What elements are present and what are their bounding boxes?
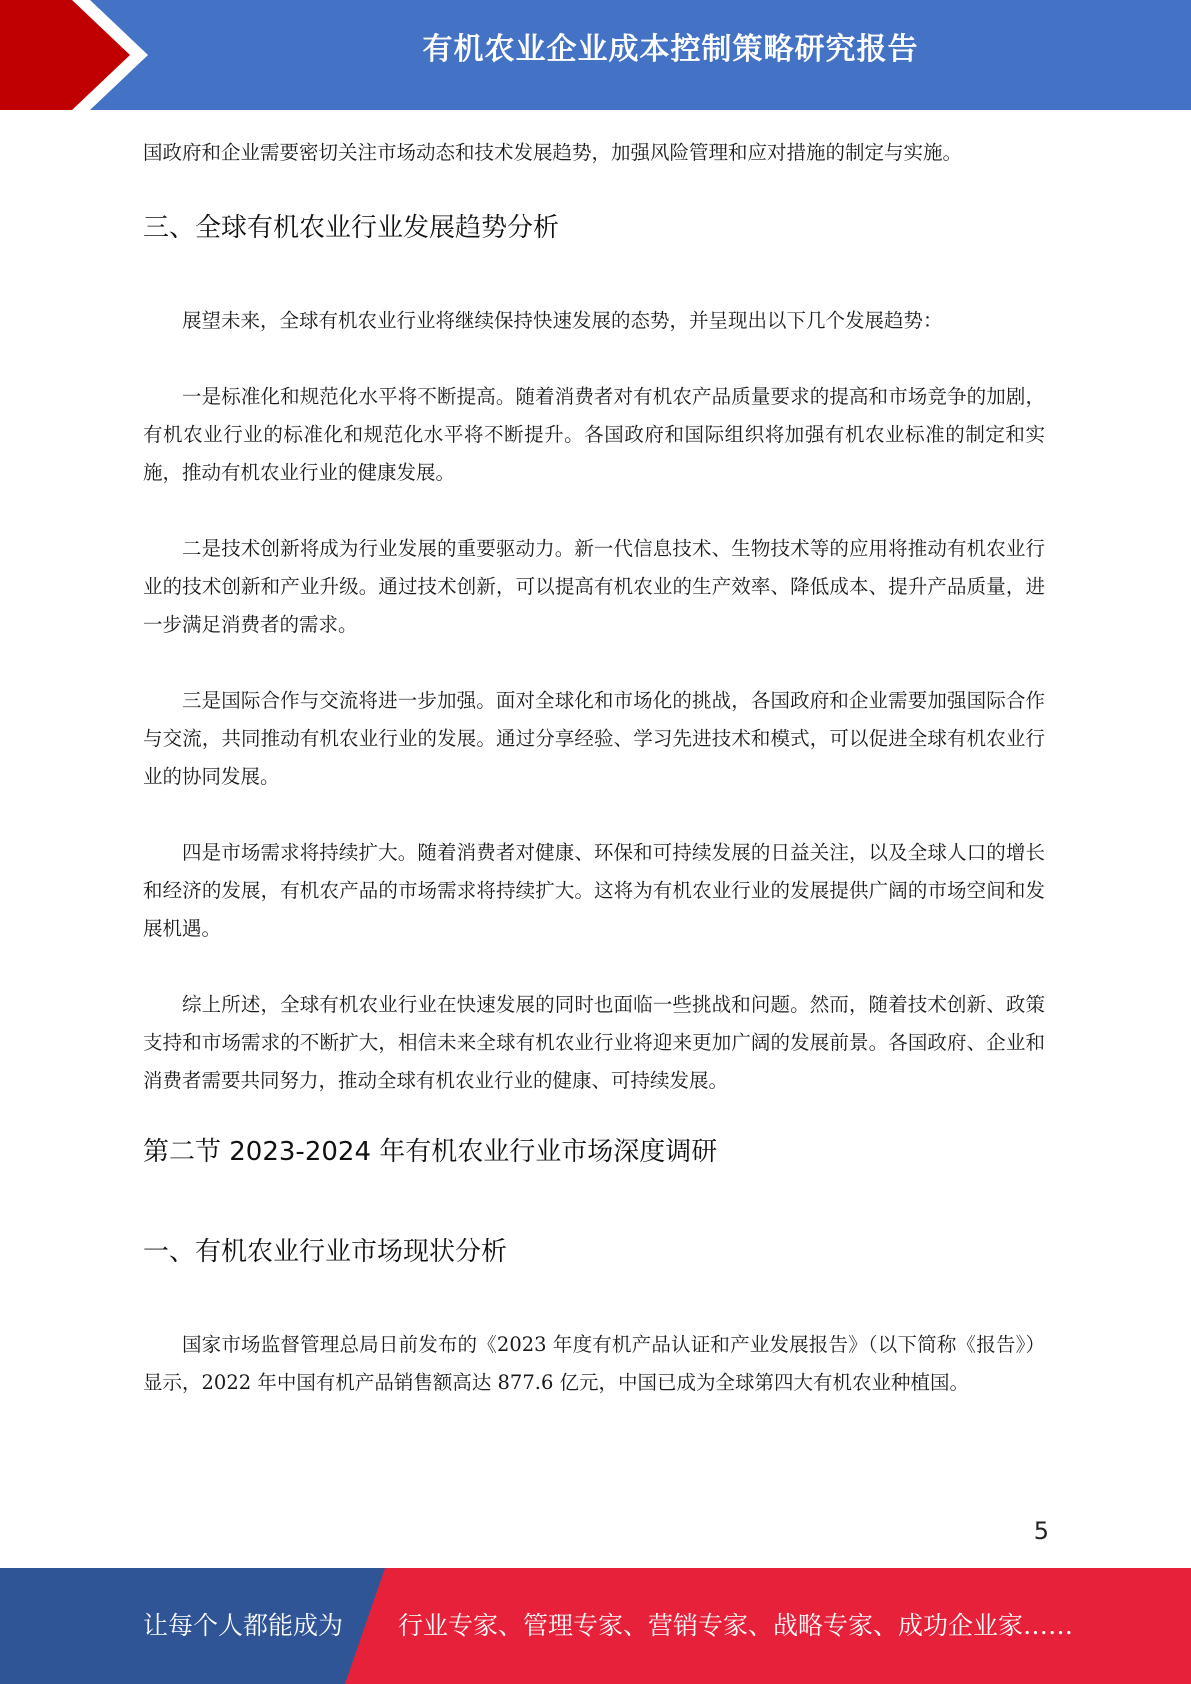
intro-paragraph: 国政府和企业需要密切关注市场动态和技术发展趋势，加强风险管理和应对措施的制定与实施。 [143,141,963,164]
page-footer [0,1568,1191,1684]
chapter-heading-market-research: 第二节 2023-2024 年有机农业行业市场深度调研 [143,1137,718,1167]
footer-slogan-right: 行业专家、管理专家、营销专家、战略专家、成功企业家…… [398,1611,1074,1640]
page-number: 5 [1033,1517,1049,1545]
section-heading-market-status: 一、有机农业行业市场现状分析 [143,1237,508,1267]
paragraph-innovation: 二是技术创新将成为行业发展的重要驱动力。新一代信息技术、生物技术等的应用将推动有机农业行业的技术创新和产业升级。通过技术创新，可以提高有机农业的生产效率、降低成本、提升产品质量，进一步满足消费者的需求。 [143,537,1045,636]
paragraph-summary: 综上所述，全球有机农业行业在快速发展的同时也面临一些挑战和问题。然而，随着技术创新、政策支持和市场需求的不断扩大，相信未来全球有机农业行业将迎来更加广阔的发展前景。各国政府、企业和消费者需要共同努力，推动全球有机农业行业的健康、可持续发展。 [143,993,1045,1092]
section-heading-global-trends: 三、全球有机农业行业发展趋势分析 [143,213,560,243]
paragraph-report-findings: 国家市场监督管理总局日前发布的《2023 年度有机产品认证和产业发展报告》（以下简称《报告》）显示，2022 年中国有机产品销售额高达 877.6 亿元，中国已成为全球第四大有机农业种植国。 [143,1333,1045,1394]
header-title: 有机农业企业成本控制策略研究报告 [422,32,919,67]
footer-slogan-left: 让每个人都能成为 [143,1611,344,1640]
page-header [0,0,1191,110]
main-content [143,134,1045,1440]
paragraph-cooperation: 三是国际合作与交流将进一步加强。面对全球化和市场化的挑战，各国政府和企业需要加强国际合作与交流，共同推动有机农业行业的发展。通过分享经验、学习先进技术和模式，可以促进全球有机农业行业的协同发展。 [143,689,1045,788]
paragraph-market-demand: 四是市场需求将持续扩大。随着消费者对健康、环保和可持续发展的日益关注，以及全球人口的增长和经济的发展，有机农产品的市场需求将持续扩大。这将为有机农业行业的发展提供广阔的市场空间和发展机遇。 [143,841,1045,940]
paragraph-standardization: 一是标准化和规范化水平将不断提高。随着消费者对有机农产品质量要求的提高和市场竞争的加剧，有机农业行业的标准化和规范化水平将不断提升。各国政府和国际组织将加强有机农业标准的制定和实施，推动有机农业行业的健康发展。 [143,385,1045,484]
paragraph-outlook: 展望未来，全球有机农业行业将继续保持快速发展的态势，并呈现出以下几个发展趋势： [182,309,943,332]
